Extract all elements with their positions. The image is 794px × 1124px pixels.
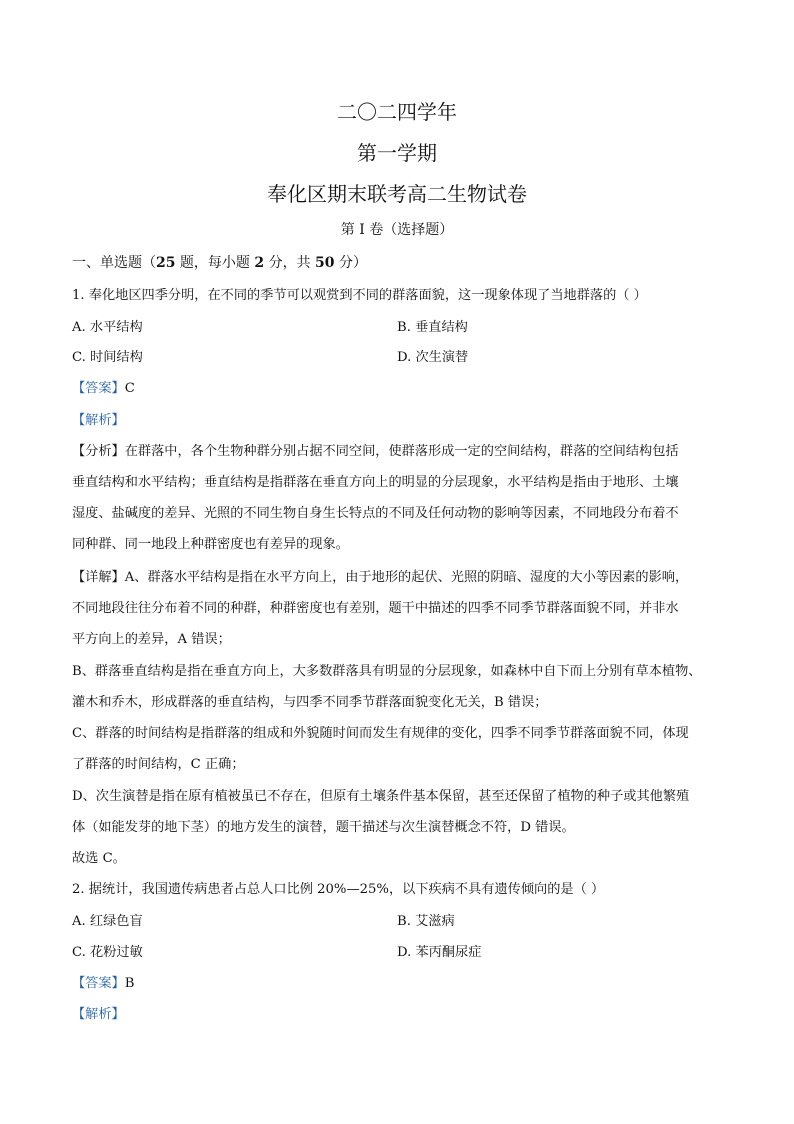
q1-xiangjie-line: 【详解】A、群落水平结构是指在水平方向上，由于地形的起伏、光照的阴暗、湿度的大小等因素的影响， <box>72 570 689 585</box>
q1-option-d: D. 次生演替 <box>397 350 469 365</box>
q1-xiangjie-line: B、群落垂直结构是指在垂直方向上，大多数群落具有明显的分层现象，如森林中自下而上分别有草本植物、 <box>72 664 702 679</box>
fenxi-tag: 【分析】 <box>72 444 125 459</box>
page-title: 奉化区期末联考高二生物试卷 <box>267 182 527 206</box>
q2-option-a: A. 红绿色盲 <box>72 914 143 929</box>
q1-option-b: B. 垂直结构 <box>397 320 468 335</box>
q2-stem: 2. 据统计，我国遗传病患者占总人口比例 20%—25%，以下疾病不具有遗传倾向的是（ ） <box>72 882 605 897</box>
q1-xiangjie-line: 灌木和乔木，形成群落的垂直结构，与四季不同季节群落面貌变化无关，B 错误； <box>72 695 548 710</box>
q1-fenxi-line: 湿度、盐碱度的差异、光照的不同生物自身生长特点的不同及任何动物的影响等因素，不同地段分布着不 <box>72 506 679 521</box>
q1-xiangjie-line: C、群落的时间结构是指群落的组成和外貌随时间而发生有规律的变化，四季不同季节群落面貌不同，体现 <box>72 726 689 741</box>
title-year: 二〇二四学年 <box>337 100 457 124</box>
q1-xiangjie-line: 体（如能发芽的地下茎）的地方发生的演替，题干描述与次生演替概念不符，D 错误。 <box>72 820 575 835</box>
section-heading: 第 I 卷（选择题） <box>340 222 454 238</box>
title-term: 第一学期 <box>357 141 437 165</box>
q1-answer: 【答案】C <box>72 381 135 396</box>
q1-conclusion: 故选 C。 <box>72 851 126 866</box>
q2-analysis-tag: 【解析】 <box>72 1007 125 1022</box>
answer-tag: 【答案】 <box>72 976 125 991</box>
q1-fenxi-line: 垂直结构和水平结构；垂直结构是指群落在垂直方向上的明显的分层现象，水平结构是指由于地形、土壤 <box>72 475 679 490</box>
q2-option-d: D. 苯丙酮尿症 <box>397 945 482 960</box>
q2-option-c: C. 花粉过敏 <box>72 945 143 960</box>
q1-xiangjie-line: 了群落的时间结构，C 正确； <box>72 757 245 772</box>
q1-xiangjie-line: 平方向上的差异，A 错误； <box>72 632 231 647</box>
q1-fenxi-line: 同种群、同一地段上种群密度也有差异的现象。 <box>72 537 349 552</box>
q2-option-b: B. 艾滋病 <box>397 914 455 929</box>
q1-xiangjie-line: D、次生演替是指在原有植被虽已不存在，但原有土壤条件基本保留，甚至还保留了植物的种子或其他繁殖 <box>72 789 690 804</box>
xiangjie-tag: 【详解】 <box>72 570 125 585</box>
q1-fenxi-line: 【分析】在群落中，各个生物种群分别占据不同空间，使群落形成一定的空间结构，群落的空间结构包括 <box>72 444 679 459</box>
q1-analysis-tag: 【解析】 <box>72 413 125 428</box>
q1-option-c: C. 时间结构 <box>72 350 143 365</box>
q1-option-a: A. 水平结构 <box>72 320 143 335</box>
q1-stem: 1. 奉化地区四季分明，在不同的季节可以观赏到不同的群落面貌，这一现象体现了当地群落的（ ） <box>72 288 647 303</box>
q2-answer: 【答案】B <box>72 976 135 991</box>
answer-tag: 【答案】 <box>72 381 125 396</box>
q1-xiangjie-line: 不同地段往往分布着不同的种群，种群密度也有差别，题干中描述的四季不同季节群落面貌不同，并非水 <box>72 601 679 616</box>
part-heading: 一、单选题（25 题，每小题 2 分，共 50 分） <box>72 255 367 271</box>
